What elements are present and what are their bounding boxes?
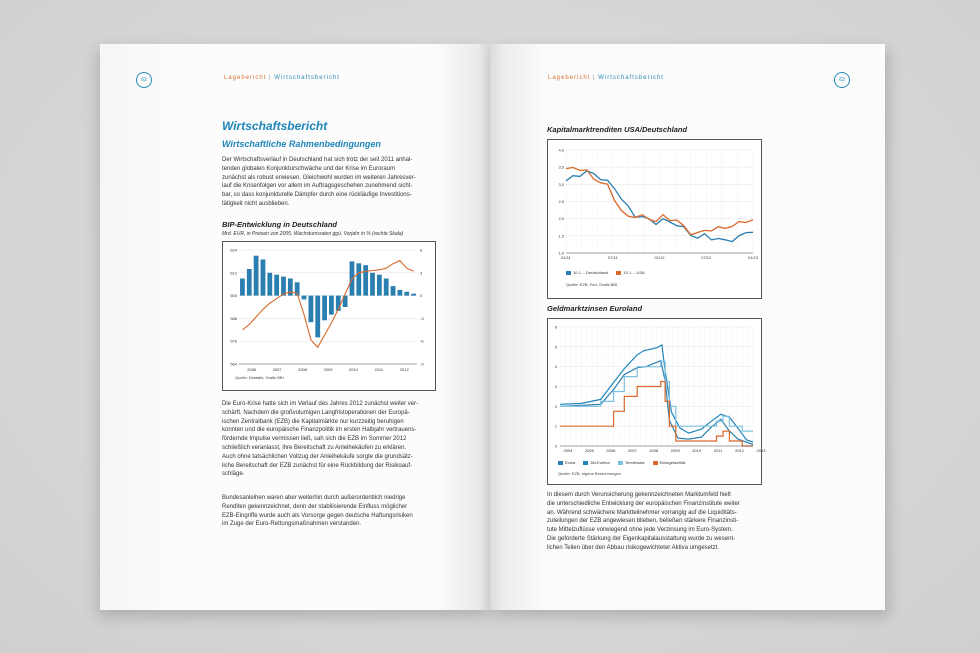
bip-bar: [267, 273, 272, 296]
legend-label-euribor: 3M-Euribor: [590, 460, 611, 465]
geld-x-tick: 2010: [692, 448, 702, 453]
legend-item-tender: [618, 460, 645, 465]
kap-y-tick: 2,5: [558, 199, 564, 204]
bip-bar: [302, 296, 307, 300]
running-head-subsection-right: Wirtschaftsbericht: [598, 75, 664, 81]
legend-item-einlage: [653, 460, 686, 465]
bip-x-tick: 2007: [272, 367, 282, 372]
legend-item-de: [566, 270, 608, 275]
geldmarkt-chart-title: Geldmarktzinsen Euroland: [547, 304, 643, 313]
bip-bar: [274, 275, 279, 296]
bip-x-tick: 2011: [374, 367, 384, 372]
geld-x-tick: 2008: [649, 448, 659, 453]
legend-label-de: 10 J. – Deutschland: [573, 270, 609, 275]
bip-y-left-tick: 576: [230, 338, 237, 344]
geld-y-tick: 1: [554, 423, 557, 429]
bip-chart: [222, 241, 436, 391]
intro-line: tätigkeit nicht ausblieben.: [222, 200, 290, 207]
intro-line: zunächst als robust erwiesen. Gleichwohl wurden im weiteren Jahresver-: [222, 174, 416, 181]
bip-bar: [254, 256, 259, 296]
kap-y-tick: 2,0: [558, 216, 564, 222]
bip-bar: [247, 269, 252, 296]
bip-y-left-tick: 588: [230, 315, 237, 321]
kapitalmarkt-legend: [566, 270, 645, 275]
bip-y-left-tick: 600: [230, 293, 237, 299]
intro-line: tenden globalen Konjunkturschwäche und der Krise im Euroraum: [222, 165, 396, 172]
geld-y-tick: 3: [554, 384, 557, 389]
geldmarkt-chart-source: Quelle: EZB, eigene Berechnungen: [558, 471, 621, 476]
legend-swatch-eonia: [558, 461, 563, 465]
legend-swatch-tender: [618, 461, 623, 465]
bip-bar: [308, 296, 313, 323]
bip-x-tick: 2010: [348, 367, 358, 372]
closing-line: zuteilungen der EZB angewiesen blieben, beließen stärkere Finanzinsti-: [547, 518, 739, 525]
bip-y-left-tick: 564: [230, 361, 237, 367]
bip-y-right-tick: -3: [420, 315, 424, 321]
bip-x-tick: 2012: [399, 367, 409, 372]
euro-crisis-line: fördernde Impulse vermissen ließ, sah sich die EZB im Sommer 2012: [222, 436, 407, 443]
kap-x-tick: 01/13: [747, 255, 759, 260]
legend-item-usa: [616, 270, 644, 275]
geld-y-tick: 2: [554, 403, 557, 409]
page-number-left: 62: [136, 72, 152, 88]
geld-y-tick: 4: [554, 364, 557, 370]
closing-line: die unterschiedliche Entwicklung der europäischen Finanzinstitute weiter: [547, 500, 740, 507]
bip-bar: [377, 275, 382, 296]
kap-x-tick: 01/12: [654, 255, 665, 260]
running-head-right: [548, 75, 664, 81]
bip-x-tick: 2006: [247, 367, 257, 372]
euro-crisis-line: schließlich veranlasst, ihre Bereitschaft zu Anleihekäufen zu erklären.: [222, 444, 407, 451]
kapitalmarkt-chart: [547, 139, 762, 299]
geldmarkt-chart: [547, 318, 766, 485]
geld-x-tick: 2013: [756, 448, 766, 453]
bip-bar: [363, 265, 368, 295]
bip-x-tick: 2009: [323, 367, 333, 372]
legend-swatch-euribor: [583, 461, 588, 465]
kap-y-tick: 3,5: [558, 164, 564, 170]
legend-label-einlage: Einlagefazilität: [659, 460, 686, 465]
page-heading: Wirtschaftsbericht: [222, 119, 328, 133]
closing-paragraph: [547, 491, 760, 553]
bip-y-right-tick: 6: [420, 247, 423, 253]
running-head-separator-right: |: [593, 75, 596, 81]
bip-bar: [397, 290, 402, 296]
bip-bar: [384, 279, 389, 296]
bip-bar: [261, 260, 266, 296]
running-head-left: [224, 75, 340, 81]
closing-line: an. Während schwächere Marktteilnehmer vorrangig auf die Liquiditäts-: [547, 509, 737, 516]
bip-bar: [404, 292, 409, 296]
intro-paragraph: [222, 156, 434, 209]
geld-x-tick: 2009: [670, 448, 680, 453]
bip-bar: [315, 296, 320, 338]
legend-label-usa: 10 J. – USA: [623, 270, 645, 275]
geld-y-tick: 0: [554, 443, 557, 449]
bip-bar: [281, 277, 286, 296]
bund-paragraph: [222, 494, 434, 529]
running-head-section-right: Lagebericht: [548, 75, 591, 81]
bip-bar: [356, 263, 361, 295]
bip-y-left-tick: 612: [230, 270, 237, 276]
bund-line: Bundesanleihen waren aber weiterhin durch außerordentlich niedrige: [222, 495, 406, 501]
intro-line: Der Wirtschaftsverlauf in Deutschland hat sich trotz der seit 2011 anhal-: [222, 157, 413, 163]
geld-x-tick: 2011: [713, 448, 723, 453]
legend-swatch-de: [566, 271, 571, 275]
legend-swatch-usa: [616, 271, 621, 275]
right-page: [490, 44, 885, 610]
closing-line: lichen Teilen über den Abbau risikogewichteter Aktiva umgesetzt.: [547, 544, 719, 551]
kap-y-tick: 1,5: [558, 233, 564, 239]
bip-chart-subtitle: Mrd. EUR, in Preisen von 2005, Wachstumsraten ggü. Vorjahr in % (rechte Skala): [222, 231, 404, 237]
kap-y-tick: 4,0: [558, 147, 564, 153]
bund-line: Renditen gekennzeichnet, denn der stabilisierende Einfluss möglicher: [222, 503, 408, 510]
bip-y-right-tick: 3: [420, 270, 423, 276]
kap-x-tick: 07/11: [607, 255, 618, 260]
bip-bar: [240, 279, 245, 296]
bund-line: im Zuge der Euro-Rettungsmaßnahmen verstanden.: [222, 521, 362, 528]
geld-x-tick: 2007: [627, 448, 637, 453]
intro-line: bar, so dass konjunkturelle Dämpfer durch eine rückläufige Investitions-: [222, 192, 412, 199]
bund-line: EZB-Eingriffe wurde auch als Vorsorge gegen deutsche Haftungsrisiken: [222, 512, 413, 519]
running-head-subsection: Wirtschaftsbericht: [274, 75, 340, 81]
running-head-section: Lagebericht: [224, 75, 267, 81]
geldmarkt-legend: [558, 460, 685, 465]
kapitalmarkt-chart-source: Quelle: EZB, Fed, Grafik BBI: [566, 282, 618, 287]
page-number-right: 63: [834, 72, 850, 88]
bip-y-right-tick: -6: [420, 338, 424, 344]
kap-y-tick: 3,0: [558, 181, 564, 187]
bip-chart-source: Quelle: Destatis, Grafik BBI: [235, 375, 284, 380]
legend-item-euribor: [583, 460, 610, 465]
bip-chart-title: BIP-Entwicklung in Deutschland: [222, 220, 338, 229]
left-page: [100, 44, 490, 610]
bip-bar: [322, 296, 327, 321]
legend-item-eonia: [558, 460, 575, 465]
kapitalmarkt-chart-title: Kapitalmarktrenditen USA/Deutschland: [547, 125, 688, 134]
geld-x-tick: 2005: [584, 448, 594, 453]
bip-y-right-tick: 0: [420, 293, 423, 299]
bip-y-left-tick: 624: [230, 247, 237, 253]
euro-crisis-line: konnten und die europäische Finanzpolitik im ersten Halbjahr vertrauens-: [222, 427, 417, 434]
euro-crisis-line: liche Bereitschaft der EZB zunächst für eine Rückbildung der Risikoauf-: [222, 462, 413, 469]
kap-x-tick: 07/12: [701, 255, 712, 260]
closing-line: In diesem durch Verunsicherung gekennzeichneten Marktumfeld hielt: [547, 492, 731, 498]
legend-swatch-einlage: [653, 461, 658, 465]
euro-crisis-line: schärft. Nachdem die großvolumigen Langfristoperationen der Europä-: [222, 409, 410, 416]
euro-crisis-line: schläge.: [222, 471, 245, 478]
bip-bar: [370, 273, 375, 296]
euro-crisis-line: ischen Zentralbank (EZB) die Kapitalmärkte nur kurzzeitig beruhigen: [222, 418, 404, 425]
bip-chart-svg: [223, 242, 435, 390]
bip-bar: [288, 279, 293, 296]
running-head-separator: |: [269, 75, 272, 81]
intro-line: lauf die Krisenfolgen vor allem im Auftragsgeschehen zunehmend sicht-: [222, 183, 413, 190]
geld-x-tick: 2012: [735, 448, 745, 453]
kap-x-tick: 01/11: [561, 255, 571, 260]
bip-bar: [329, 296, 334, 315]
legend-label-eonia: Eonia: [565, 460, 576, 465]
geld-x-tick: 2006: [606, 448, 616, 453]
euro-crisis-line: Die Euro-Krise hatte sich im Verlauf des Jahres 2012 zunächst weiter ver-: [222, 401, 419, 407]
closing-line: Die geforderte Stärkung der Eigenkapitalausstattung wurde zu wesent-: [547, 535, 736, 542]
bip-y-right-tick: -9: [420, 361, 424, 367]
geld-y-tick: 6: [554, 324, 557, 330]
geld-y-tick: 5: [554, 344, 557, 350]
legend-label-tender: Tendersatz: [625, 460, 645, 465]
closing-line: tute Mittelzuflüsse vorwiegend ohne jede Verzinsung im Euro-System.: [547, 527, 733, 534]
euro-crisis-paragraph: [222, 400, 434, 479]
bip-x-tick: 2008: [298, 367, 308, 372]
section-subheading: Wirtschaftliche Rahmenbedingungen: [222, 139, 381, 149]
bip-bar: [411, 294, 416, 296]
bip-bar: [391, 286, 396, 296]
geld-x-tick: 2004: [563, 448, 573, 453]
kap-y-tick: 1,0: [558, 250, 564, 256]
euro-crisis-line: Auch ohne tatsächlichen Vollzug der Anleihekäufe sorgte die grundsätz-: [222, 453, 413, 460]
